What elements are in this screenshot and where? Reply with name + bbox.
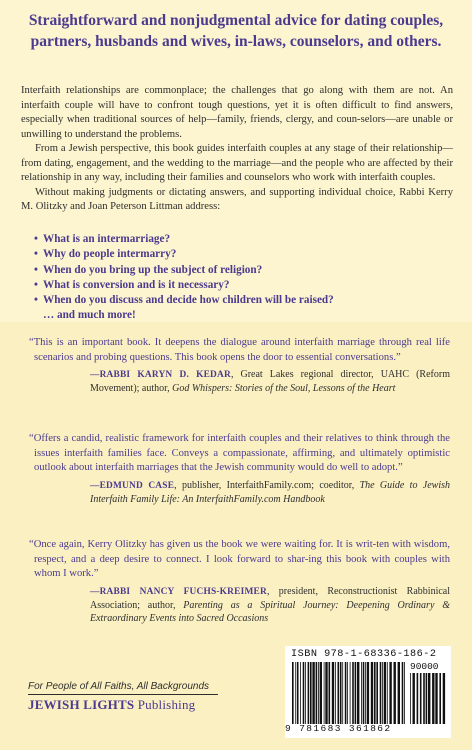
topic-item: • What is conversion and is it necessary? xyxy=(34,278,454,293)
endorsement-attribution xyxy=(90,479,450,507)
description-paragraph-2: From a Jewish perspective, this book guides interfaith couples at any stage of their relationship—from dating, engagement, and the wedding to the marriage—and the people who are affected by their relationship in any way, including their families and counselors who work with interfaith couples. xyxy=(21,143,453,183)
endorser-name: —RABBI NANCY FUCHS-KREIMER xyxy=(90,586,267,597)
endorsement-attribution xyxy=(90,368,450,396)
barcode-bar xyxy=(435,673,437,724)
barcode-bar xyxy=(389,662,391,724)
barcode-bar xyxy=(417,673,419,724)
topic-item: • Why do people intermarry? xyxy=(34,247,454,262)
endorsement-2 xyxy=(29,432,451,506)
barcode-bar xyxy=(355,662,357,724)
barcode-bar xyxy=(312,662,314,724)
barcode-bar xyxy=(295,662,296,724)
barcode-bar xyxy=(324,662,325,724)
isbn-text: ISBN 978-1-68336-186-2 xyxy=(291,649,437,660)
topic-more: … and much more! xyxy=(43,309,136,322)
barcode-bar xyxy=(305,662,306,724)
barcode-bar xyxy=(410,673,411,724)
barcode-bar xyxy=(402,662,404,724)
barcode-label xyxy=(285,646,451,738)
endorser-name: —RABBI KARYN D. KEDAR xyxy=(90,370,231,380)
barcode-bar xyxy=(297,662,299,724)
barcode-bar xyxy=(329,662,331,724)
publisher-imprint xyxy=(28,676,218,713)
topic-item: • What is an intermarriage? xyxy=(34,232,454,247)
barcode-bar xyxy=(318,662,319,724)
endorsement-text: “Offers a candid, realistic framework for interfaith couples and their relatives to think through the issues interfaith families face. Conveys a compassionate, affirming, and ultimately optimistic outlook about interfaith marriages that the Jewish community would do well to adopt.” xyxy=(29,433,450,473)
publisher-name: JEWISH LIGHTS Publishing xyxy=(28,697,196,712)
endorser-work: The Guide to Jewish Interfaith Family Life: An InterfaithFamily.com Handbook xyxy=(90,479,451,505)
addon-barcode-icon xyxy=(409,673,447,724)
barcode-bar xyxy=(357,662,359,724)
barcode-bar xyxy=(428,673,430,724)
ean-barcode-icon xyxy=(291,662,407,724)
description xyxy=(21,84,453,215)
endorsement-attribution xyxy=(90,585,450,626)
barcode-bar xyxy=(374,662,376,724)
bullet-icon: • xyxy=(34,233,38,245)
barcode-bar xyxy=(384,662,386,724)
barcode-bar xyxy=(443,673,445,724)
barcode-bar xyxy=(420,673,422,724)
price-code: 90000 xyxy=(410,661,439,672)
barcode-bar xyxy=(439,673,441,724)
bullet-icon: • xyxy=(34,263,38,276)
endorsement-text: “This is an important book. It deepens the dialogue around interfaith marriage through real life scenarios and probing questions. This book opens the door to essential conversations.” xyxy=(29,337,450,363)
bullet-icon: • xyxy=(34,278,38,291)
barcode-bar xyxy=(316,662,318,724)
description-paragraph-1: Interfaith relationships are commonplace; the challenges that go along with them are not. An interfaith couple will have to confront tough questions, yet it is often difficult to find answers, especially when traditional sources of help—family, friends, clergy, and coun-selors—are unable or unwilling to understand the problems. xyxy=(21,85,453,140)
barcode-bar xyxy=(367,662,369,724)
barcode-bar xyxy=(398,662,400,724)
ean-digits: 9 781683 361862 xyxy=(285,723,392,734)
barcode-bar xyxy=(423,673,425,724)
barcode-bar xyxy=(380,662,382,724)
barcode-bar xyxy=(352,662,354,724)
description-paragraph-3: Without making judgments or dictating answers, and supporting individual choice, Rabbi Kerry M. Olitzky and Joan Peterson Littman address: xyxy=(21,186,453,212)
barcode-bar xyxy=(363,662,365,724)
barcode-bar xyxy=(404,662,405,724)
barcode-bar xyxy=(335,662,336,724)
barcode-bar xyxy=(300,662,301,724)
endorsement-1 xyxy=(29,336,450,396)
barcode-bar xyxy=(292,662,294,724)
bullet-icon: • xyxy=(34,294,38,307)
endorser-role: , president, Reconstructionist Rabbinical Association; author, xyxy=(90,585,451,611)
barcode-bar xyxy=(325,662,327,724)
barcode-bar xyxy=(394,662,396,724)
barcode-bar xyxy=(320,662,322,724)
endorsement-text: “Once again, Kerry Olitzky has given us the book we were waiting for. It is writ-ten with wisdom, respect, and a deep desire to connect. I look forward to shar-ing this book with couples with whom I work.” xyxy=(29,539,450,579)
endorser-work: Parenting as a Spiritual Journey: Deepening Ordinary & Extraordinary Events into Sacred Occasions xyxy=(90,599,450,625)
barcode-bar xyxy=(426,673,428,724)
endorser-role: , Great Lakes regional director, UAHC (Reform Movement); author, xyxy=(90,369,450,395)
endorser-name: —EDMUND CASE xyxy=(90,480,175,491)
endorser-work: God Whispers: Stories of the Soul, Lessons of the Heart xyxy=(172,383,396,395)
barcode-bar xyxy=(365,662,366,724)
barcode-bar xyxy=(342,662,343,724)
barcode-bar xyxy=(332,662,334,724)
barcode-bar xyxy=(432,673,434,724)
barcode-bar xyxy=(338,662,340,724)
barcode-bar xyxy=(345,662,347,724)
barcode-bar xyxy=(308,662,310,724)
barcode-bar xyxy=(303,662,305,724)
endorser-role: , publisher, InterfaithFamily.com; coeditor, xyxy=(174,479,360,491)
endorsement-3 xyxy=(29,538,451,626)
topic-item: • When do you bring up the subject of religion? xyxy=(34,263,454,278)
barcode-bar xyxy=(340,662,342,724)
imprint-tagline: For People of All Faiths, All Backgrounds xyxy=(28,681,218,695)
barcode-bar xyxy=(347,662,348,724)
barcode-bar xyxy=(361,662,362,724)
barcode-bar xyxy=(413,673,415,724)
bullet-icon: • xyxy=(34,248,38,261)
barcode-bar xyxy=(387,662,388,724)
cover-headline: Straightforward and nonjudgmental advice for dating couples, partners, husbands and wives, in-laws, counselors, and others. xyxy=(28,12,444,50)
barcode-bar xyxy=(350,662,351,724)
barcode-bar xyxy=(371,662,373,724)
topic-list xyxy=(34,232,454,324)
barcode-bar xyxy=(376,662,378,724)
barcode-bar xyxy=(382,662,383,724)
barcode-bar xyxy=(310,662,312,724)
topic-item: • When do you discuss and decide how children will be raised? xyxy=(34,293,454,308)
